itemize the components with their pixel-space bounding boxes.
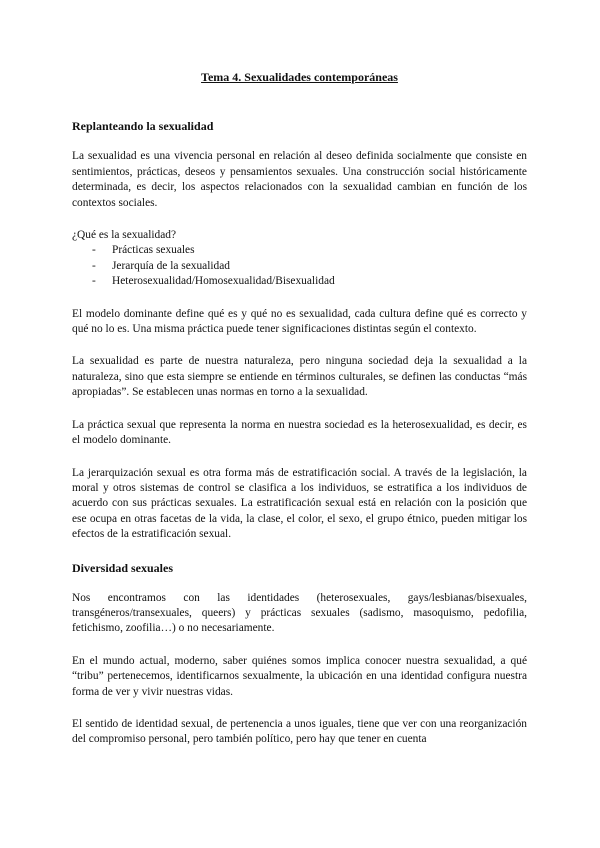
paragraph: En el mundo actual, moderno, saber quiénes somos implica conocer nuestra sexualidad, a qué “tribu” pertenecemos, identificarnos sexualmente, la ubicación en una identidad configura nuestra forma de ver y vivir nuestras vidas.: [72, 654, 527, 698]
paragraph: La práctica sexual que representa la norma en nuestra sociedad es la heterosexualidad, es decir, es el modelo dominante.: [72, 418, 527, 447]
paragraph: La sexualidad es una vivencia personal en relación al deseo definida socialmente que consiste en sentimientos, prácticas, deseos y pensamientos sexuales. Una construcción social históricamente determinada, es decir, los aspectos relacionados con la sexualidad cambian en función de los contextos sociales.: [72, 150, 527, 209]
paragraph: La sexualidad es parte de nuestra naturaleza, pero ninguna sociedad deja la sexualidad a la naturaleza, sino que esta siempre se entiende en términos culturales, se definen las conductas “más apropiadas”. Se establecen unas normas en torno a la sexualidad.: [72, 355, 527, 399]
document-title: Tema 4. Sexualidades contemporáneas: [201, 70, 398, 84]
question-line: ¿Qué es la sexualidad?: [72, 229, 177, 242]
section-heading-diversidad: Diversidad sexuales: [72, 560, 174, 575]
paragraph: El sentido de identidad sexual, de pertenencia a unos iguales, tiene que ver con una reorganización del compromiso personal, pero también político, pero hay que tener en cuenta: [72, 717, 527, 746]
document-page: [72, 70, 527, 765]
paragraph: El modelo dominante define qué es y qué no es sexualidad, cada cultura define qué es correcto y qué no lo es. Una misma práctica puede tener significaciones distintas según el contexto.: [72, 307, 527, 336]
list-item: - Heterosexualidad/Homosexualidad/Bisexualidad: [92, 274, 527, 289]
bullet-list: [72, 243, 527, 289]
list-item: - Prácticas sexuales: [92, 243, 527, 258]
paragraph: La jerarquización sexual es otra forma más de estratificación social. A través de la legislación, la moral y otros sistemas de control se clasifica a los individuos, se estratifica a los individuos de acuerdo con sus prácticas sexuales. La estratificación sexual está en relación con la posición que ese ocupa en otras facetas de la vida, la clase, el color, el sexo, el grupo étnico, pueden mitigar los efectos de la estratificación sexual.: [72, 466, 527, 541]
list-item: - Jerarquía de la sexualidad: [92, 259, 527, 274]
paragraph: Nos encontramos con las identidades (heterosexuales, gays/lesbianas/bisexuales, transgéneros/transexuales, queers) y prácticas sexuales (sadismo, masoquismo, pedofilia, fetichismo, zoofilia…) o no necesariamente.: [72, 591, 527, 635]
section-heading-replanteando: Replanteando la sexualidad: [72, 119, 214, 134]
